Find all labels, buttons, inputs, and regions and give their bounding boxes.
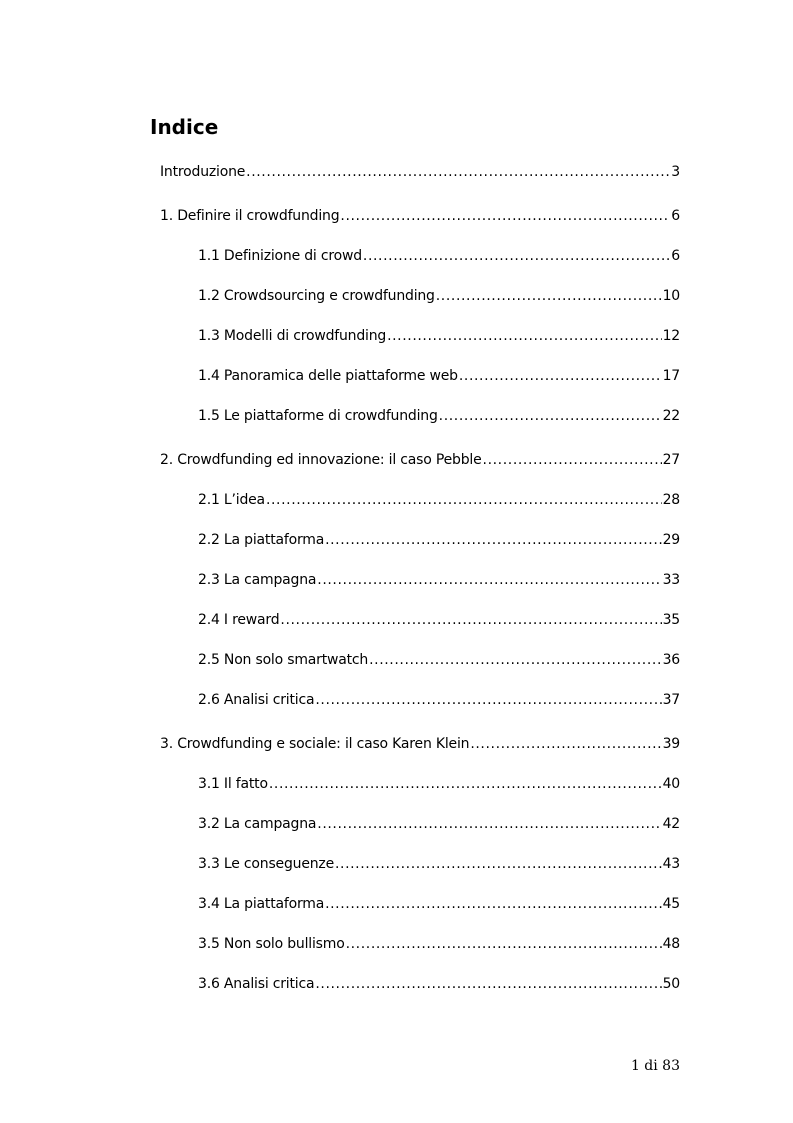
dot-leader [266, 490, 662, 510]
toc-entry-page-number: 22 [662, 408, 680, 424]
toc-entry-label: 2.1 L’idea [198, 492, 265, 508]
toc-section-entry[interactable] [198, 490, 680, 510]
dot-leader [325, 894, 662, 914]
toc-entry-page-number: 6 [671, 248, 680, 264]
dot-leader [459, 366, 662, 386]
toc-entry-page-number: 3 [671, 164, 680, 180]
toc-section-entry[interactable] [198, 854, 680, 874]
dot-leader [439, 406, 662, 426]
toc-chapter-entry[interactable] [160, 206, 680, 226]
toc-section-entry[interactable] [198, 326, 680, 346]
toc-entry-label: 3.5 Non solo bullismo [198, 936, 345, 952]
toc-entry-page-number: 28 [662, 492, 680, 508]
toc-entry-label: 3.2 La campagna [198, 816, 317, 832]
page-title: Indice [150, 115, 219, 139]
toc-entry-page-number: 42 [662, 816, 680, 832]
toc-entry-label: 2.4 I reward [198, 612, 280, 628]
toc-entry-page-number: 35 [662, 612, 680, 628]
toc-section-entry[interactable] [198, 246, 680, 266]
dot-leader [483, 450, 662, 470]
toc-section-entry[interactable] [198, 814, 680, 834]
toc-entry-page-number: 39 [662, 736, 680, 752]
toc-section-entry[interactable] [198, 610, 680, 630]
toc-entry-page-number: 36 [662, 652, 680, 668]
dot-leader [340, 206, 670, 226]
toc-chapter-entry[interactable] [160, 162, 680, 182]
toc-entry-label: 1.1 Definizione di crowd [198, 248, 362, 264]
toc-chapter-entry[interactable] [160, 734, 680, 754]
toc-section-entry[interactable] [198, 286, 680, 306]
toc-section-entry[interactable] [198, 650, 680, 670]
toc-entry-label: 3.4 La piattaforma [198, 896, 325, 912]
toc-entry-page-number: 45 [662, 896, 680, 912]
dot-leader [315, 974, 661, 994]
toc-entry-label: 1.3 Modelli di crowdfunding [198, 328, 387, 344]
toc-entry-label: 3.1 Il fatto [198, 776, 268, 792]
toc-entry-page-number: 10 [662, 288, 680, 304]
dot-leader [317, 570, 661, 590]
toc-entry-label: 3. Crowdfunding e sociale: il caso Karen Klein [160, 736, 470, 752]
toc-section-entry[interactable] [198, 934, 680, 954]
dot-leader [325, 530, 662, 550]
toc-entry-label: 3.6 Analisi critica [198, 976, 315, 992]
toc-entry-label: 1. Definire il crowdfunding [160, 208, 340, 224]
toc-section-entry[interactable] [198, 406, 680, 426]
dot-leader [363, 246, 670, 266]
toc-entry-page-number: 50 [662, 976, 680, 992]
toc-entry-label: 2. Crowdfunding ed innovazione: il caso Pebble [160, 452, 482, 468]
dot-leader [369, 650, 661, 670]
toc-section-entry[interactable] [198, 774, 680, 794]
toc-entry-page-number: 40 [662, 776, 680, 792]
dot-leader [280, 610, 661, 630]
dot-leader [315, 690, 661, 710]
toc-section-entry[interactable] [198, 894, 680, 914]
dot-leader [470, 734, 661, 754]
dot-leader [346, 934, 662, 954]
dot-leader [317, 814, 661, 834]
toc-entry-label: 1.4 Panoramica delle piattaforme web [198, 368, 458, 384]
dot-leader [387, 326, 662, 346]
toc-entry-label: 2.6 Analisi critica [198, 692, 315, 708]
dot-leader [436, 286, 662, 306]
dot-leader [246, 162, 670, 182]
toc-entry-label: 1.5 Le piattaforme di crowdfunding [198, 408, 438, 424]
toc-entry-page-number: 43 [662, 856, 680, 872]
toc-entry-label: 2.2 La piattaforma [198, 532, 325, 548]
toc-entry-page-number: 37 [662, 692, 680, 708]
toc-entry-page-number: 17 [662, 368, 680, 384]
toc-section-entry[interactable] [198, 530, 680, 550]
toc-entry-page-number: 29 [662, 532, 680, 548]
toc-section-entry[interactable] [198, 974, 680, 994]
toc-entry-page-number: 6 [671, 208, 680, 224]
toc-chapter-entry[interactable] [160, 450, 680, 470]
dot-leader [335, 854, 662, 874]
dot-leader [269, 774, 662, 794]
toc-entry-page-number: 33 [662, 572, 680, 588]
toc-entry-label: Introduzione [160, 164, 246, 180]
toc-entry-label: 3.3 Le conseguenze [198, 856, 334, 872]
toc-section-entry[interactable] [198, 570, 680, 590]
toc-section-entry[interactable] [198, 366, 680, 386]
toc-entry-page-number: 27 [662, 452, 680, 468]
toc-section-entry[interactable] [198, 690, 680, 710]
toc-entry-label: 2.3 La campagna [198, 572, 317, 588]
toc-entry-page-number: 12 [662, 328, 680, 344]
toc-entry-page-number: 48 [662, 936, 680, 952]
toc-entry-label: 1.2 Crowdsourcing e crowdfunding [198, 288, 435, 304]
page-number-footer: 1 di 83 [630, 1058, 680, 1074]
toc-entry-label: 2.5 Non solo smartwatch [198, 652, 369, 668]
